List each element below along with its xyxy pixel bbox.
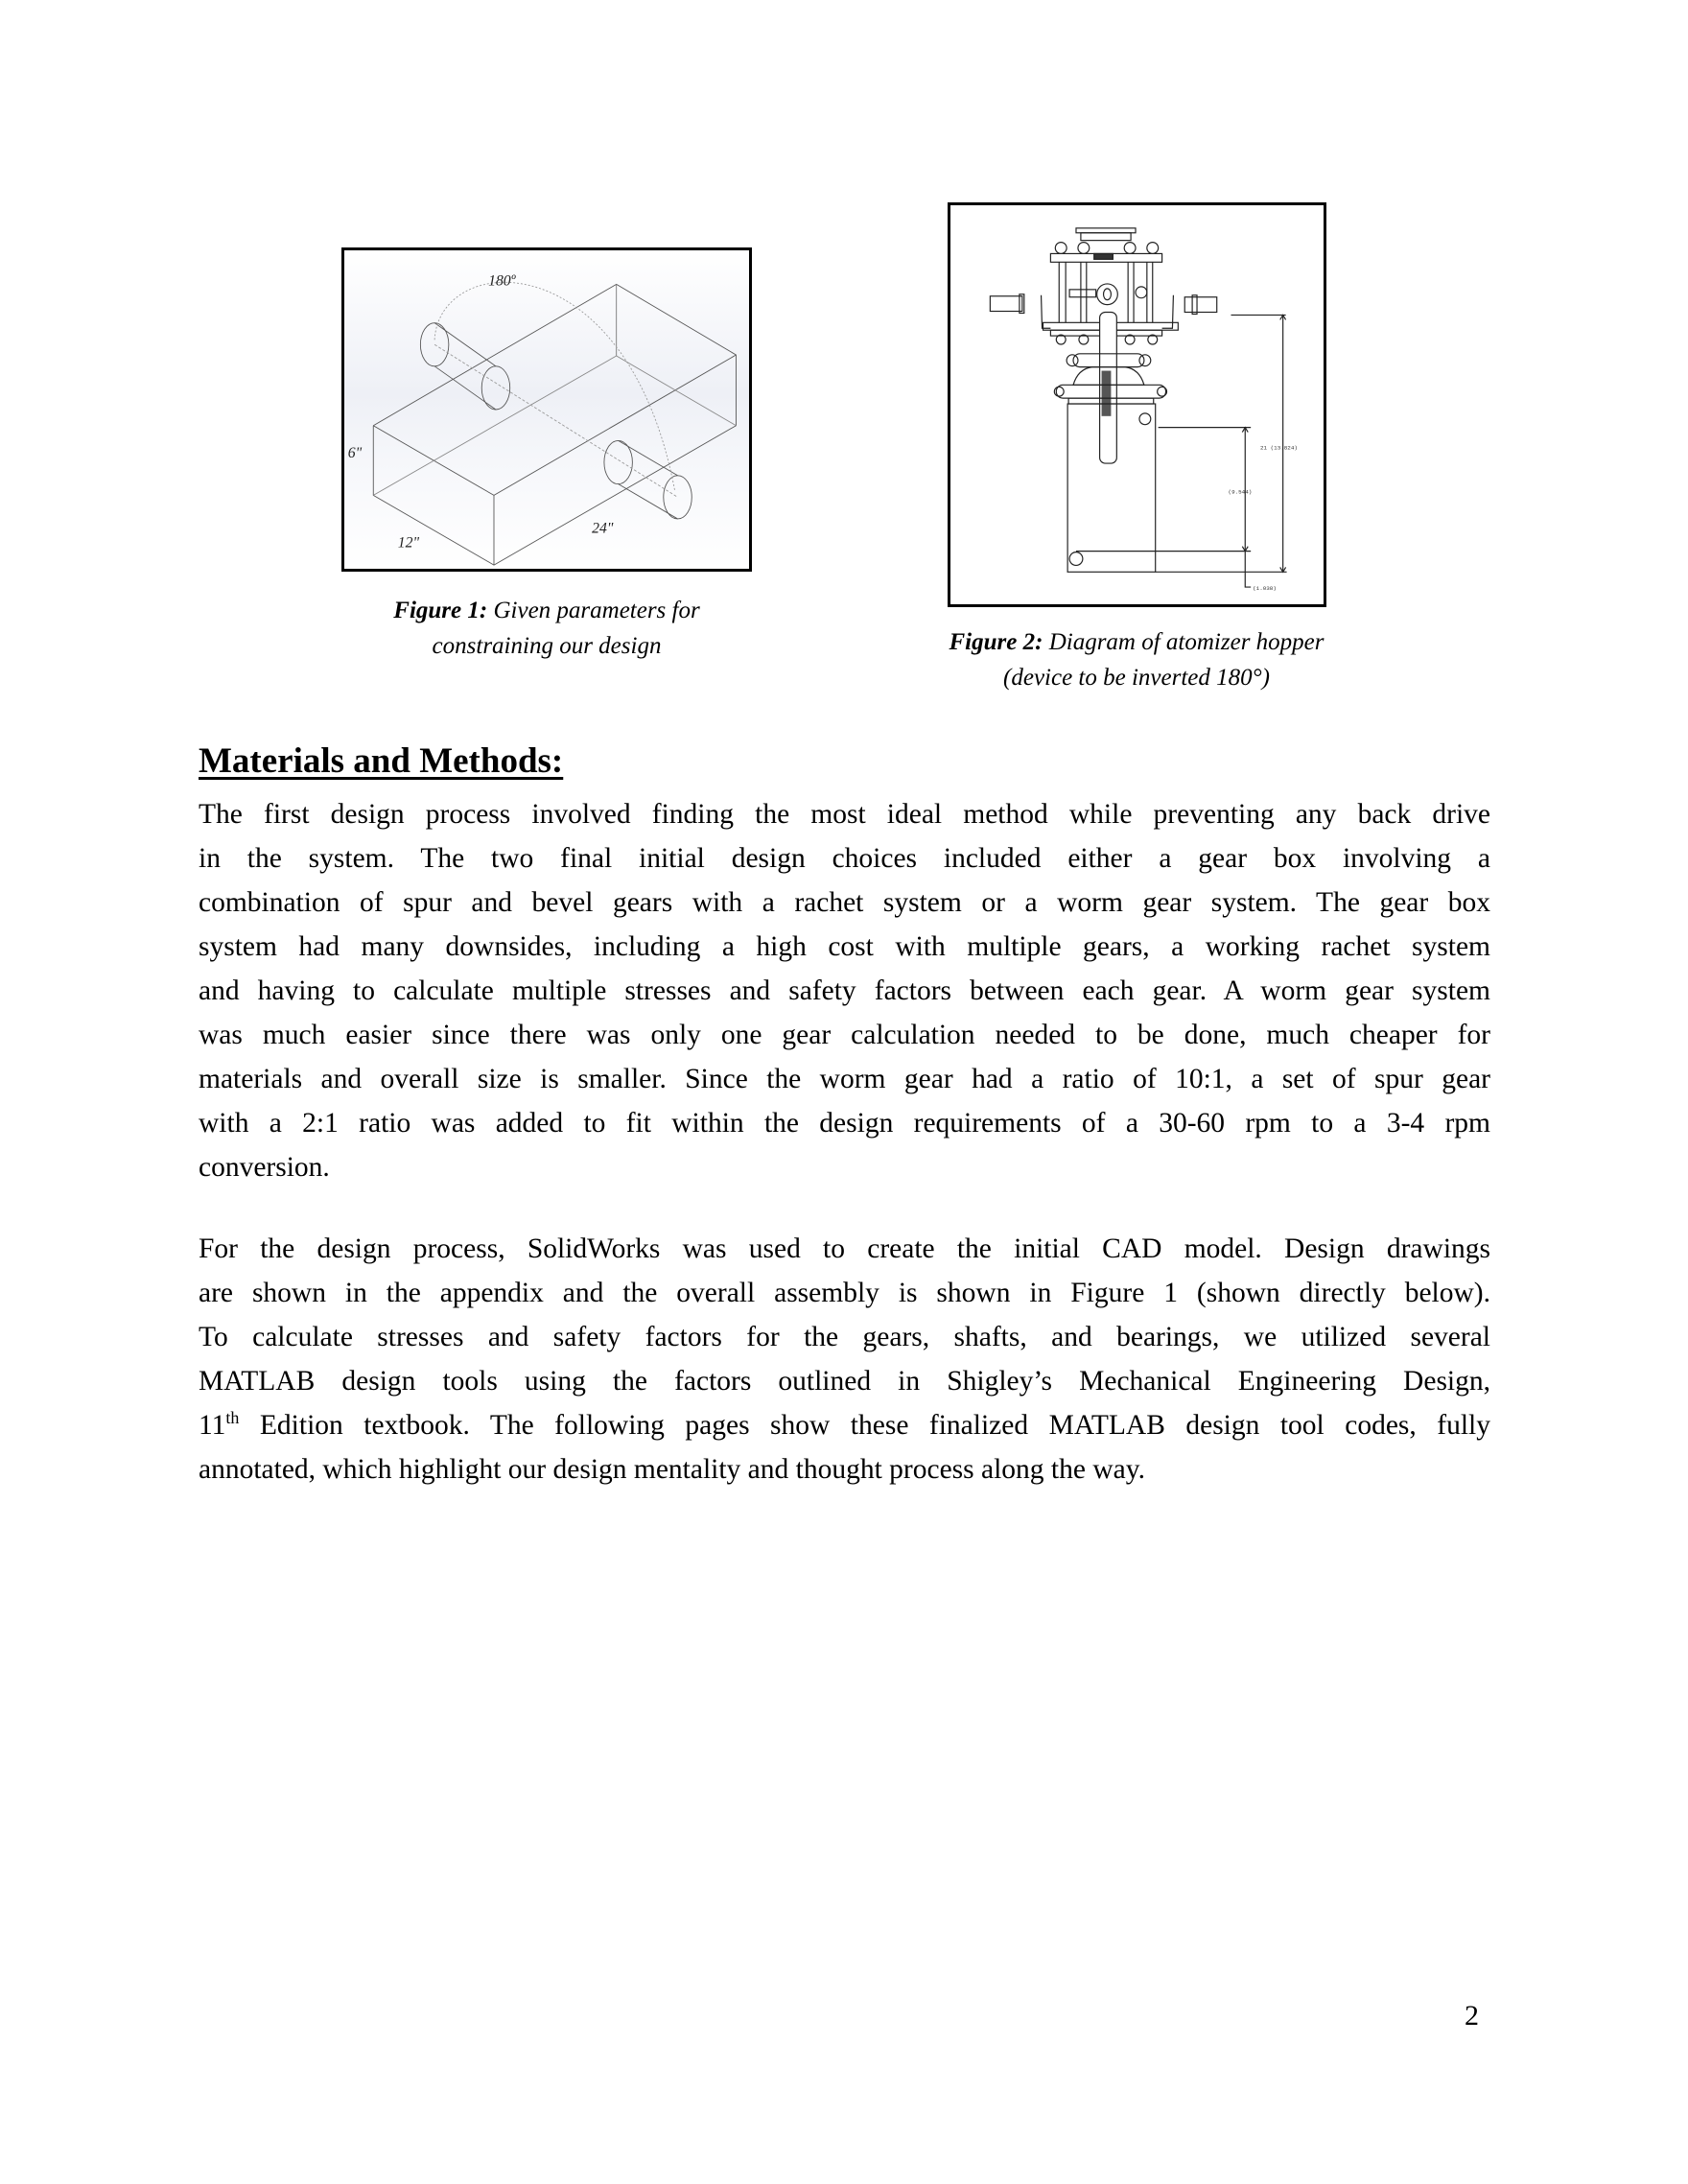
figure-2-caption	[892, 624, 1381, 695]
paragraph-line: MATLAB design tools using the factors outlined in Shigley’s Mechanical Engineering Design,	[199, 1366, 1490, 1397]
paragraph-line: was much easier since there was only one gear calculation needed to be done, much cheaper for	[199, 1020, 1490, 1050]
figure-1-image	[341, 247, 752, 572]
paragraph-line: with a 2:1 ratio was added to fit within the design requirements of a 30-60 rpm to a 3-4 rpm	[199, 1108, 1490, 1139]
section-heading: Materials and Methods:	[199, 741, 564, 781]
mid-dimension-label: (9.544)	[1228, 488, 1253, 496]
paragraph-line: system had many downsides, including a high cost with multiple gears, a working rachet system	[199, 931, 1490, 962]
overall-dimension-label: 21 (13.824)	[1260, 444, 1298, 452]
box-parameters-drawing	[344, 250, 749, 569]
paragraph-line: materials and overall size is smaller. Since the worm gear had a ratio of 10:1, a set of spur gear	[199, 1064, 1490, 1094]
paragraph-line: in the system. The two final initial design choices included either a gear box involving a	[199, 843, 1490, 874]
ordinal-superscript: th	[225, 1408, 240, 1427]
line-text: Edition textbook. The following pages show these finalized MATLAB design tool codes, fully	[239, 1410, 1490, 1441]
page-number: 2	[1465, 2000, 1479, 2031]
paragraph-line: and having to calculate multiple stresses and safety factors between each gear. A worm gear system	[199, 975, 1490, 1006]
paragraph-line: combination of spur and bevel gears with a rachet system or a worm gear system. The gear box	[199, 887, 1490, 918]
paragraph-line: conversion.	[199, 1152, 330, 1183]
paragraph-line-with-superscript	[199, 1403, 1490, 1447]
figure-2-image	[948, 202, 1326, 607]
bottom-dimension-label: (1.038)	[1253, 585, 1277, 593]
length-label: 24"	[592, 520, 614, 537]
paragraph-line: annotated, which highlight our design mentality and thought process along the way.	[199, 1454, 1145, 1485]
paragraph-2	[199, 1227, 1490, 1491]
figure-1-caption-text-1: Given parameters for	[487, 598, 700, 623]
figure-1-caption-text-2: constraining our design	[432, 633, 662, 659]
paragraph-line: To calculate stresses and safety factors for the gears, shafts, and bearings, we utilized several	[199, 1322, 1490, 1352]
height-label: 6"	[347, 445, 363, 462]
figure-1-caption-label: Figure 1:	[393, 598, 488, 623]
paragraph-line: are shown in the appendix and the overall assembly is shown in Figure 1 (shown directly below).	[199, 1278, 1490, 1308]
edition-number: 11	[199, 1410, 226, 1441]
figure-1-caption	[341, 593, 752, 664]
paragraph-line: The first design process involved finding the most ideal method while preventing any back drive	[199, 799, 1490, 830]
figure-2-caption-text-2: (device to be inverted 180°)	[1003, 665, 1270, 691]
angle-label: 180º	[488, 272, 516, 290]
width-label: 12"	[397, 534, 420, 552]
atomizer-hopper-diagram	[950, 205, 1324, 604]
figure-2-caption-text-1: Diagram of atomizer hopper	[1043, 629, 1325, 655]
figure-2-caption-label: Figure 2:	[949, 629, 1043, 655]
paragraph-1	[199, 792, 1490, 1189]
paragraph-line: For the design process, SolidWorks was used to create the initial CAD model. Design drawings	[199, 1233, 1490, 1264]
